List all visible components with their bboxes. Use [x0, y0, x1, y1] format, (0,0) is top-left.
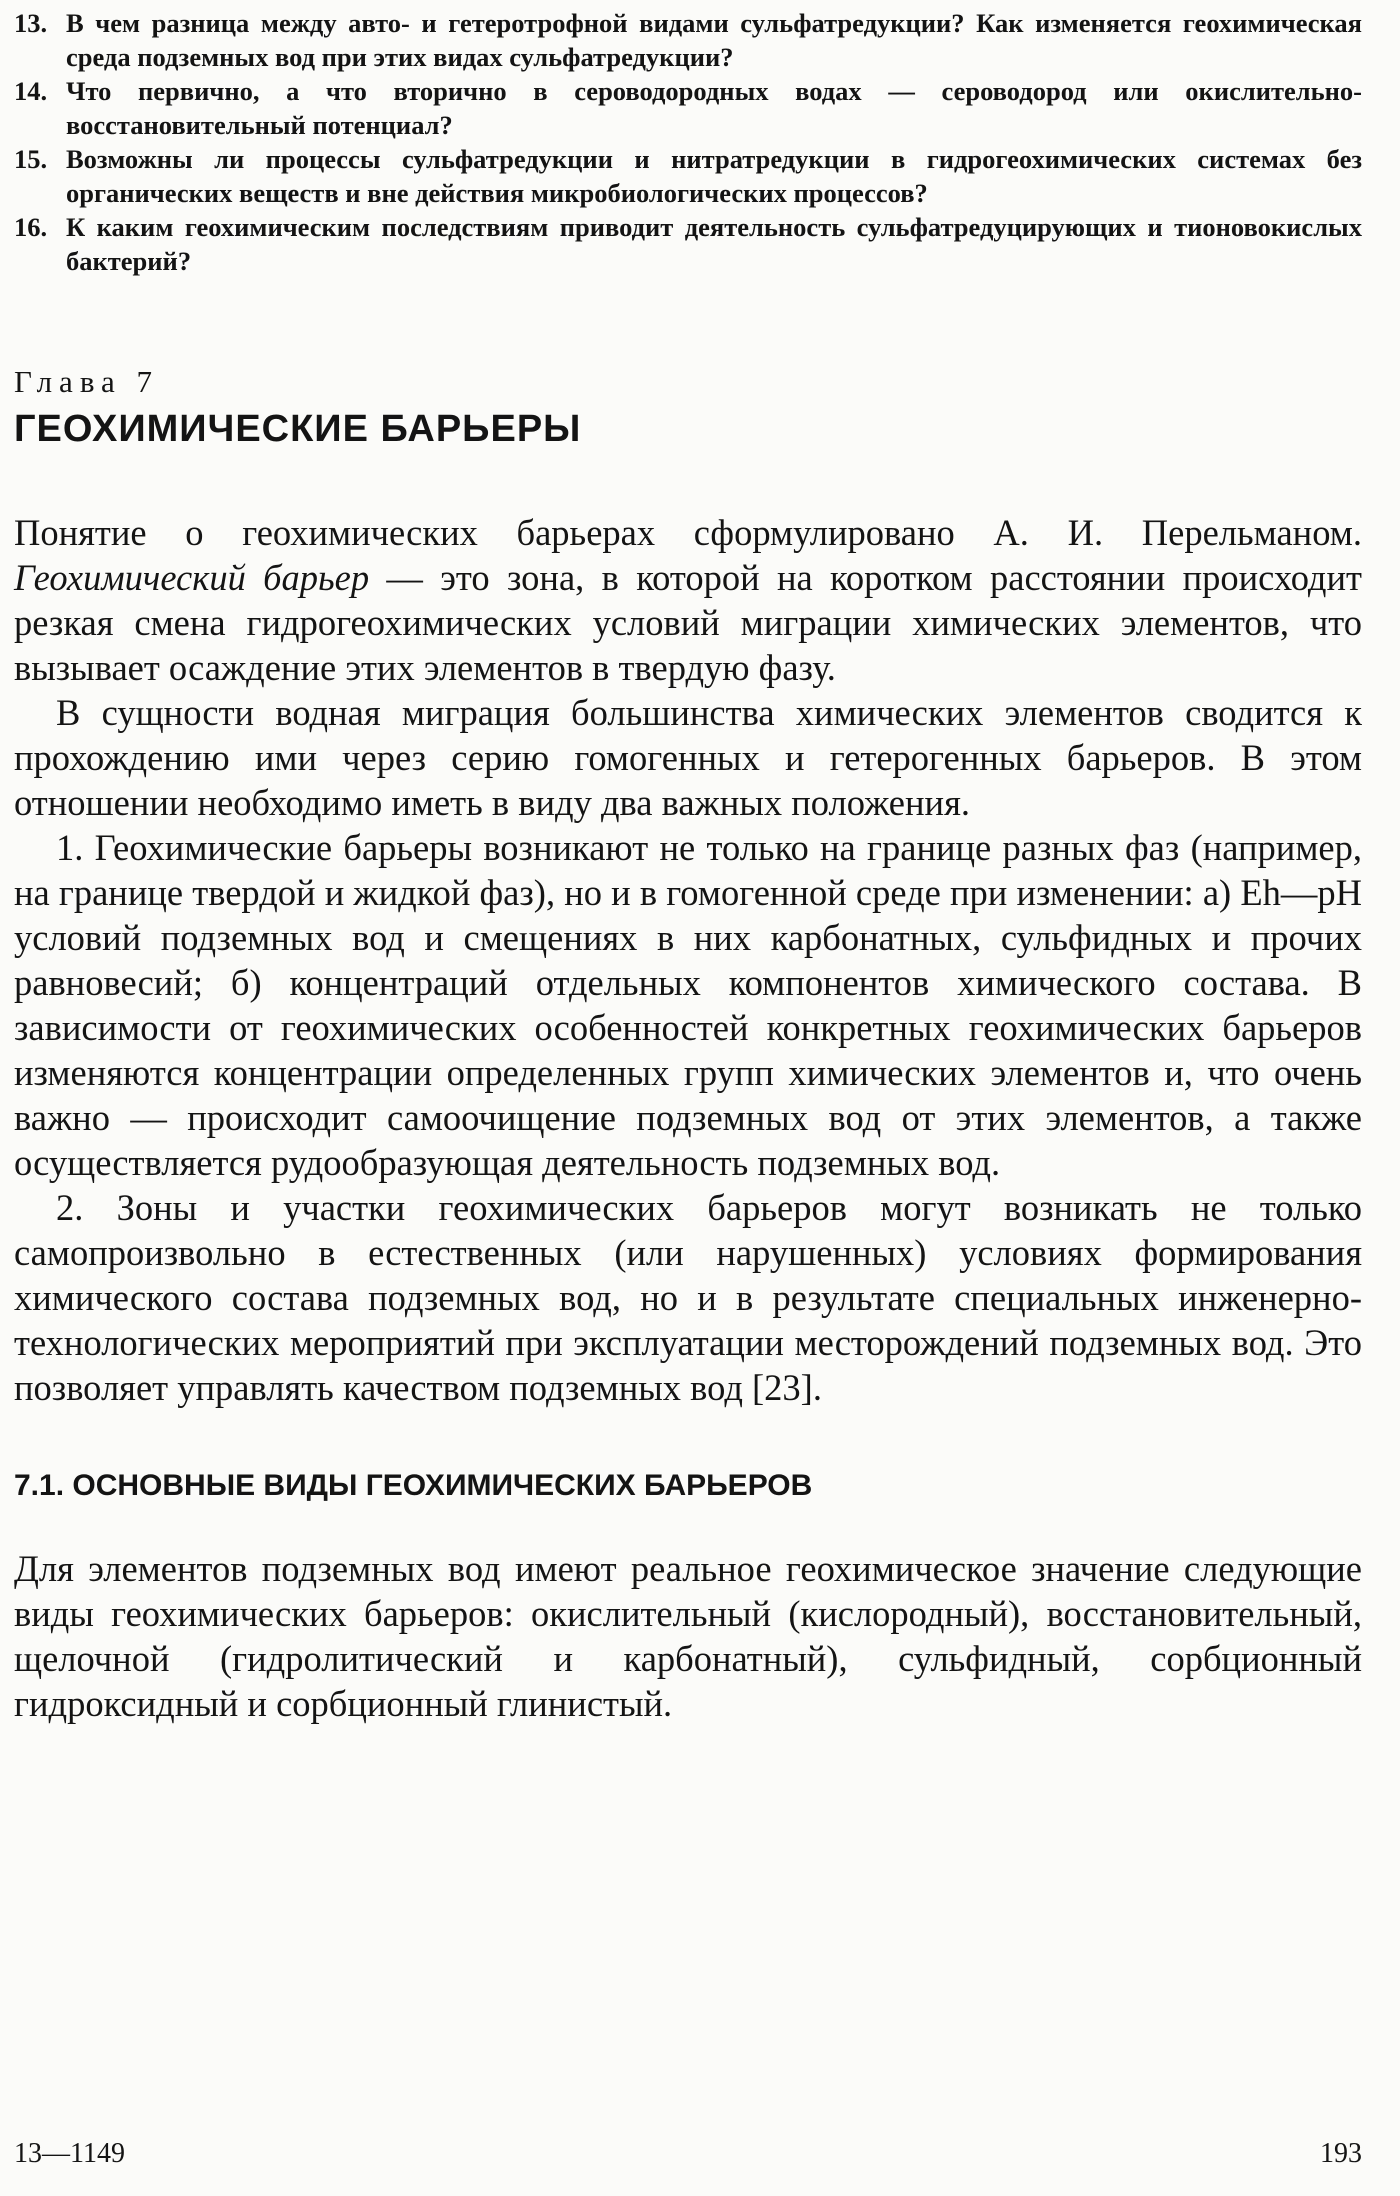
paragraph-text: Понятие о геохимических барьерах сформулировано А. И. Перельманом.: [14, 512, 1362, 553]
question-item: [14, 142, 1362, 210]
review-questions: [14, 6, 1362, 278]
question-text: В чем разница между авто- и гетеротрофной видами сульфатредукции? Как изменяется геохимическая среда подземных вод при этих видах сульфатредукции?: [66, 8, 1362, 72]
question-text: К каким геохимическим последствиям приводит деятельность сульфатредуцирующих и тионовокислых бактерий?: [66, 212, 1362, 276]
question-text: Что первично, а что вторично в сероводородных водах — сероводород или окислительно-восстановительный потенциал?: [66, 76, 1362, 140]
question-item: [14, 6, 1362, 74]
chapter-title: ГЕОХИМИЧЕСКИЕ БАРЬЕРЫ: [14, 408, 582, 450]
paragraph: 1. Геохимические барьеры возникают не только на границе разных фаз (например, на границе твердой и жидкой фаз), но и в гомогенной среде при изменении: а) Eh—pH условий подземных вод и смещениях в них карбонатных, сульфидных и прочих равновесий; б) концентраций отдельных компонентов химического состава. В зависимости от геохимических особенностей конкретных геохимических барьеров изменяются концентрации определенных групп химических элементов и, что очень важно — происходит самоочищение подземных вод от этих элементов, а также осуществляется рудообразующая деятельность подземных вод.: [14, 827, 1362, 1183]
printer-signature: 13—1149: [14, 2138, 125, 2169]
question-number: 15.: [14, 144, 48, 174]
question-number: 13.: [14, 8, 48, 38]
page-footer: [14, 2136, 1362, 2172]
paragraph: Для элементов подземных вод имеют реальное геохимическое значение следующие виды геохимических барьеров: окислительный (кислородный), восстановительный, щелочной (гидролитический и карбонатный), сульфидный, сорбционный гидроксидный и сорбционный глинистый.: [14, 1548, 1362, 1724]
question-text: Возможны ли процессы сульфатредукции и нитратредукции в гидрогеохимических системах без органических веществ и вне действия микробиологических процессов?: [66, 144, 1362, 208]
paragraph: 2. Зоны и участки геохимических барьеров могут возникать не только самопроизвольно в естественных (или нарушенных) условиях формирования химического состава подземных вод, но и в результате специальных инженерно-технологических мероприятий при эксплуатации месторождений подземных вод. Это позволяет управлять качеством подземных вод [23].: [14, 1187, 1362, 1408]
question-item: [14, 210, 1362, 278]
question-number: 14.: [14, 76, 48, 106]
question-item: [14, 74, 1362, 142]
paragraph-text: — это зона, в которой на коротком расстоянии происходит резкая смена гидрогеохимических условий миграции химических элементов, что вызывает осаждение этих элементов в твердую фазу.: [14, 557, 1362, 688]
chapter-body: [14, 510, 1362, 1410]
section-heading: 7.1. ОСНОВНЫЕ ВИДЫ ГЕОХИМИЧЕСКИХ БАРЬЕРОВ: [14, 1469, 813, 1502]
paragraph: [14, 510, 1362, 690]
question-number: 16.: [14, 212, 48, 242]
defined-term: Геохимический барьер: [14, 557, 370, 598]
page-number: 193: [1320, 2138, 1362, 2169]
chapter-label: Глава 7: [14, 364, 160, 399]
paragraph: В сущности водная миграция большинства химических элементов сводится к прохождению ими через серию гомогенных и гетерогенных барьеров. В этом отношении необходимо иметь в виду два важных положения.: [14, 692, 1362, 823]
